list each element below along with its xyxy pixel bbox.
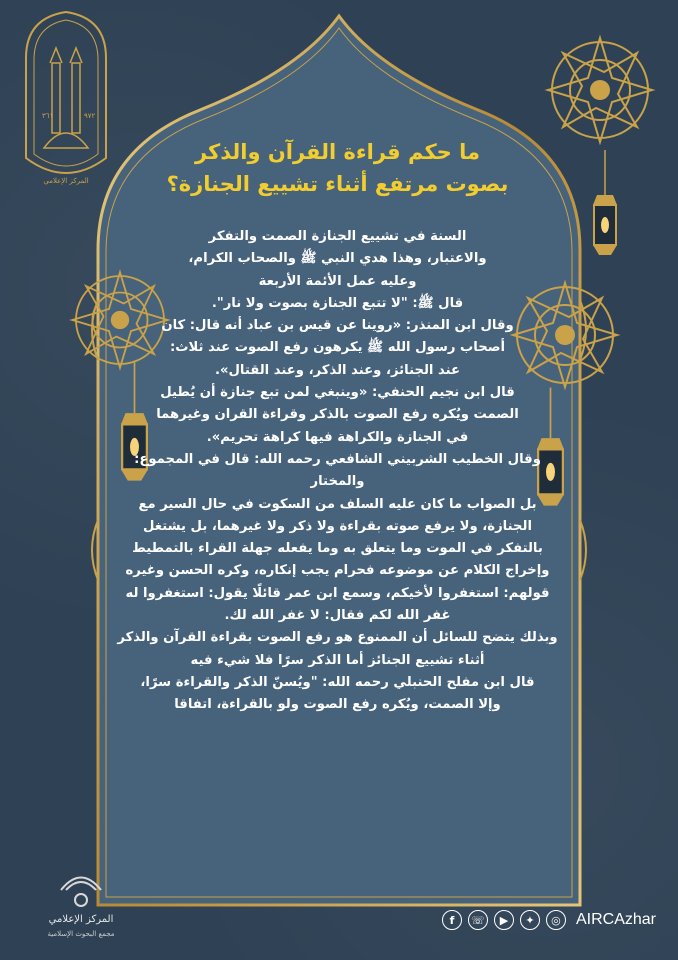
- lantern-ornament-top-right: [585, 150, 625, 270]
- body-line: قال ﷺ: "لا تتبع الجنازة بصوت ولا نار".: [211, 295, 464, 311]
- body-line: قال ابن مفلح الحنبلي رحمه الله: "ويُسنّ الذكر والقراءة سرًا،: [140, 674, 535, 690]
- body-line: الجنازة، ولا يرفع صوته بقراءة ولا ذكر ولا غيرهما، بل يشتغل: [143, 518, 532, 534]
- body-line: وقال ابن المنذر: «روينا عن قيس بن عباد أنه قال: كان: [161, 318, 514, 334]
- media-center-logo: [36, 860, 126, 950]
- body-line: قال ابن نجيم الحنفي: «وينبغي لمن تبع جنازة أن يُطيل: [160, 385, 515, 401]
- body-line: وعليه عمل الأئمة الأربعة: [258, 273, 417, 289]
- logo-year-left: ٩٧٢: [84, 112, 96, 120]
- media-center-name: المركز الإعلامي: [48, 914, 114, 925]
- main-content: [110, 0, 565, 960]
- al-azhar-logo: [20, 8, 112, 198]
- twitter-icon[interactable]: ✦: [520, 910, 540, 930]
- logo-caption: المركز الإعلامي: [43, 177, 89, 185]
- body-line: في الجنازة والكراهة فيها كراهة تحريم».: [206, 429, 469, 445]
- body-line: الصمت ويُكره رفع الصوت بالذكر وقراءة القران وغيرهما: [156, 407, 519, 423]
- body-line: بل الصواب ما كان عليه السلف من السكوت في حال السير مع: [138, 496, 537, 512]
- body-line: أثناء تشييع الجنائز أما الذكر سرًا فلا شيء فيه: [190, 652, 485, 668]
- body-line: قولهم: استغفروا لأخيكم، وسمع ابن عمر قائلًا يقول: استغفروا له: [125, 585, 550, 601]
- logo-year-right: ٣٦١: [42, 112, 54, 120]
- fatwa-body: [116, 226, 559, 717]
- social-handle[interactable]: AIRCAzhar: [575, 911, 656, 928]
- body-line: السنة في تشييع الجنازة الصمت والتفكر: [208, 229, 467, 244]
- body-line: بالتفكر في الموت وما يتعلق به وما يفعله جهلة القراء بالتمطيط: [132, 541, 543, 557]
- media-center-sub: مجمع البحوث الإسلامية: [47, 930, 115, 938]
- body-line: والاعتبار، وهذا هدي النبي ﷺ والصحاب الكرام،: [188, 251, 487, 267]
- body-line: وبذلك يتضح للسائل أن الممنوع هو رفع الصوت بقراءة القرآن والذكر: [117, 630, 558, 646]
- body-line: وإخراج الكلام عن موضوعه فحرام يجب إنكاره، وكره الحسن وغيره: [125, 563, 550, 579]
- body-line: وقال الخطيب الشربيني الشافعي رحمه الله: قال في المجموع: والمختار: [134, 451, 541, 490]
- body-line: أصحاب رسول الله ﷺ يكرهون رفع الصوت عند ثلاث:: [170, 340, 505, 356]
- social-bar: [442, 910, 656, 930]
- youtube-icon[interactable]: ▶: [494, 910, 514, 930]
- facebook-icon[interactable]: f: [442, 910, 462, 930]
- body-line: عند الجنائز، وعند الذكر، وعند القتال».: [214, 362, 461, 378]
- title-line-2: بصوت مرتفع أثناء تشييع الجنازة؟: [166, 172, 509, 196]
- body-line: غفر الله لكم فقال: لا غفر الله لك.: [224, 608, 451, 624]
- title-line-1: ما حكم قراءة القرآن والذكر: [194, 140, 481, 164]
- whatsapp-icon[interactable]: ☏: [468, 910, 488, 930]
- body-line: وإلا الصمت، ويُكره رفع الصوت ولو بالقراءة، اتفاقا: [174, 697, 501, 713]
- instagram-icon[interactable]: ◎: [546, 910, 566, 930]
- page-title: [110, 136, 565, 200]
